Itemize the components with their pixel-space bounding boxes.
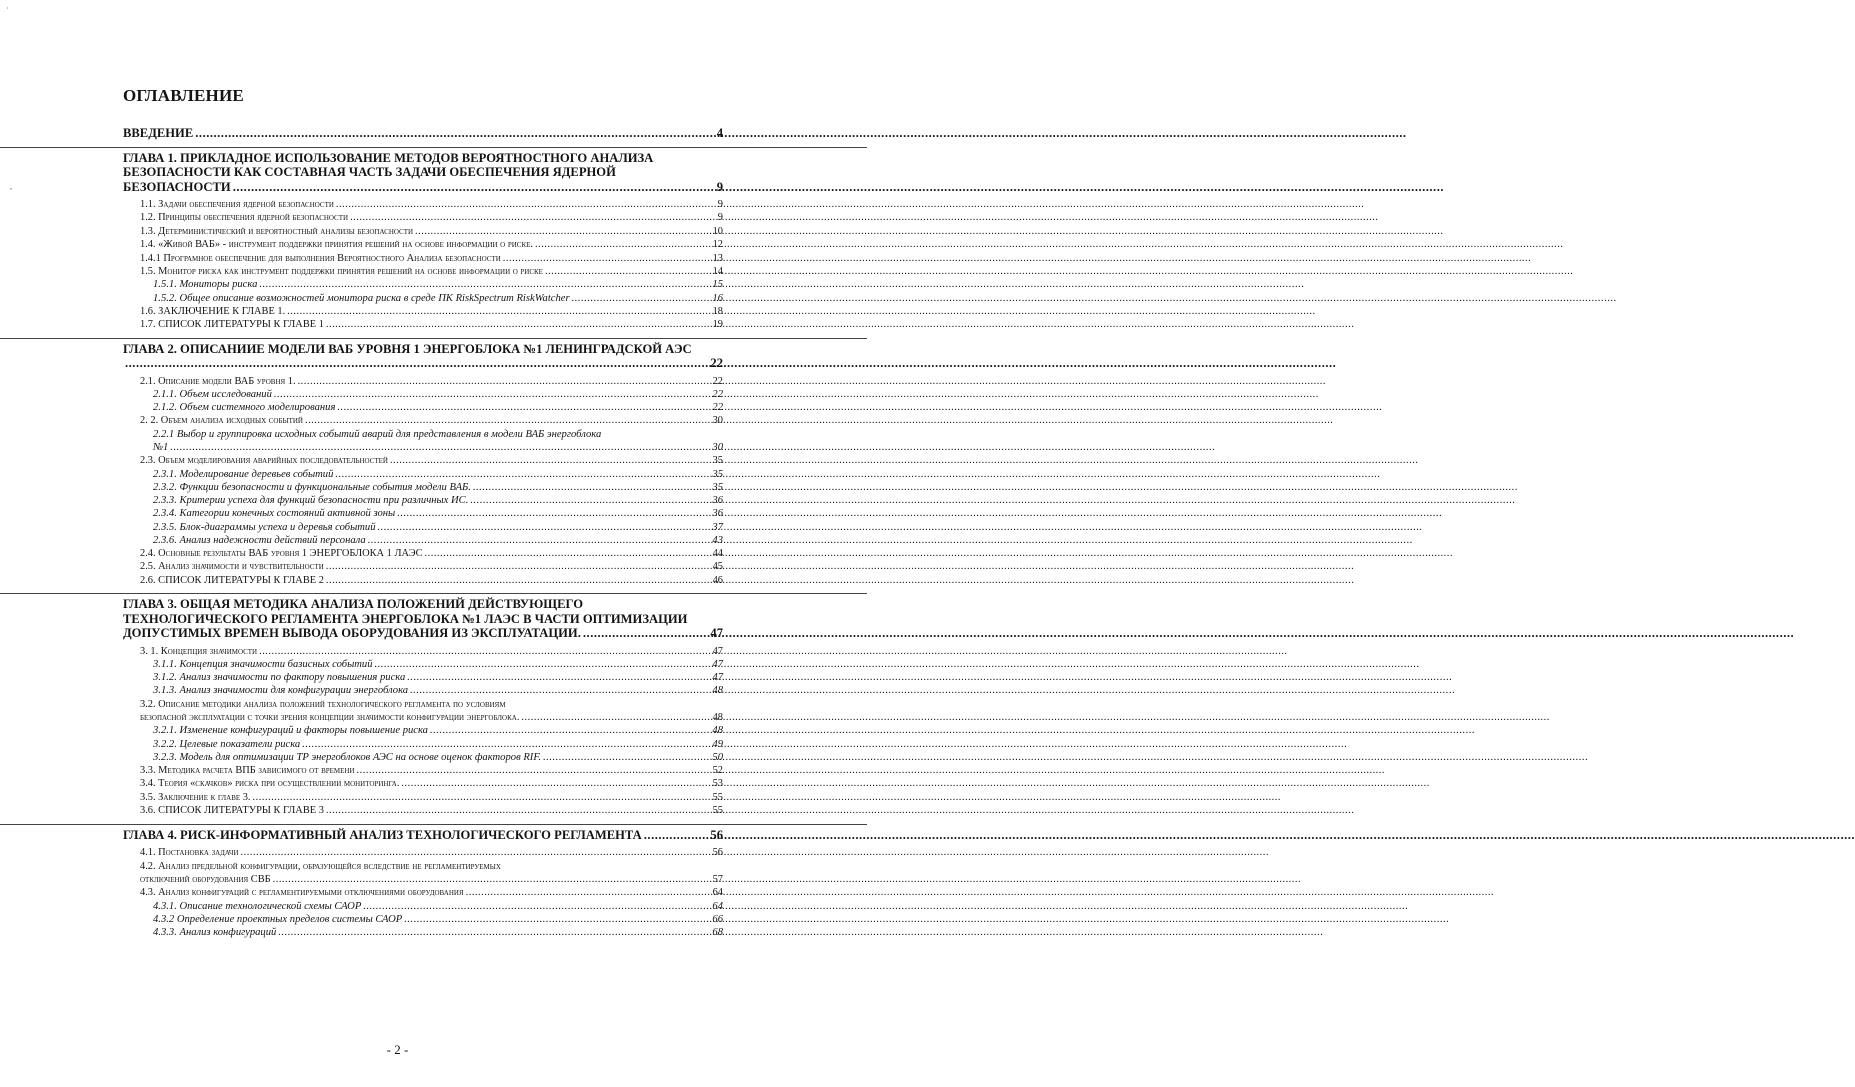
- toc-entry-text: ГЛАВА 2. ОПИСАНИИЕ МОДЕЛИ ВАБ УРОВНЯ 1 ЭНЕРГОБЛОКА №1 ЛЕНИНГРАДСКОЙ АЭС: [123, 341, 692, 356]
- dot-leader: [470, 494, 710, 507]
- toc-subsection-entry[interactable]: [0, 494, 795, 507]
- toc-subsection-entry[interactable]: [0, 401, 795, 414]
- toc-entry-text: 2.2.1 Выбор и группировка исходных событий аварий для представления в модели ВАБ энергоблока: [153, 428, 602, 440]
- toc-entry-text: ТЕХНОЛОГИЧЕСКОГО РЕГЛАМЕНТА ЭНЕРГОБЛОКА №1 ЛАЭС В ЧАСТИ ОПТИМИЗАЦИИ: [123, 611, 688, 626]
- toc-entry-text: 3.2. Описание методики анализа положений технологического регламента по условиям: [140, 698, 506, 710]
- dot-leader: [350, 211, 716, 224]
- dot-leader: [378, 521, 711, 534]
- dot-leader: [335, 468, 710, 481]
- scan-speck: ,: [10, 182, 12, 191]
- scan-speck: ·: [6, 4, 9, 13]
- toc-page-number: 30: [712, 442, 723, 454]
- toc-page-number: 12: [712, 239, 723, 251]
- toc-page-number: 19: [712, 319, 723, 331]
- dot-leader: [466, 886, 711, 899]
- toc-page-number: 35: [712, 455, 723, 467]
- toc-section-entry[interactable]: [0, 804, 795, 817]
- toc-entry-text: 1.5.1. Мониторы риска: [153, 279, 258, 291]
- toc-entry-text: 3.4. Теория «скачков» риска при осуществлении мониторинга.: [140, 778, 400, 790]
- dot-leader: [535, 238, 711, 251]
- toc-page-number: 18: [712, 305, 723, 317]
- toc-section-entry[interactable]: [0, 225, 795, 238]
- toc-entry-text: 3.5. Заключение к главе 3.: [140, 791, 251, 803]
- dot-leader: [430, 724, 710, 737]
- toc-page-number: 16: [712, 292, 723, 304]
- toc-entry-text: 1.1. Задачи обеспечения ядерной безопасности: [140, 199, 334, 210]
- toc-entry-text: ВВЕДЕНИЕ: [123, 126, 194, 140]
- toc-section-entry[interactable]: [0, 886, 795, 899]
- dot-leader: [404, 913, 710, 926]
- dot-leader: [253, 791, 711, 804]
- dot-leader: [278, 926, 710, 939]
- toc-section-entry[interactable]: [0, 846, 795, 859]
- toc-page-number: 47: [712, 672, 723, 684]
- toc-page-number: 57: [712, 874, 723, 885]
- toc-page-number: 47: [712, 659, 723, 671]
- toc-page-number: 56: [710, 827, 723, 842]
- toc-subsection-entry[interactable]: [0, 292, 795, 305]
- toc-entry-text: 2.6. СПИСОК ЛИТЕРАТУРЫ К ГЛАВЕ 2: [140, 574, 324, 586]
- toc-subsection-entry[interactable]: [0, 684, 795, 697]
- toc-entry-text: ДОПУСТИМЫХ ВРЕМЕН ВЫВОДА ОБОРУДОВАНИЯ ИЗ ЭКСПЛУАТАЦИИ.: [123, 626, 581, 641]
- toc-page-number: 10: [712, 225, 723, 237]
- toc-entry-text: №1: [153, 442, 169, 454]
- toc-entry-text: 1.6. ЗАКЛЮЧЕНИЕ К ГЛАВЕ 1.: [140, 305, 286, 317]
- toc-page-number: 48: [712, 685, 723, 697]
- toc-section-entry[interactable]: [0, 791, 795, 804]
- toc-page-number: 55: [712, 805, 723, 817]
- toc-entry-text: 2.1.2. Объем системного моделирования: [153, 402, 336, 414]
- table-of-contents: [0, 126, 795, 939]
- dot-leader: [273, 873, 711, 886]
- toc-page-number: 52: [712, 765, 723, 777]
- toc-page-number: 53: [712, 778, 723, 790]
- dot-leader: [241, 846, 711, 859]
- toc-entry-text: 3.3. Методика расчета ВПБ зависимого от времени: [140, 765, 355, 777]
- dot-leader: [302, 738, 710, 751]
- toc-entry-text: 1.4.1 Програмное обеспечение для выполнения Вероятностного Анализа безопасности: [140, 252, 501, 264]
- toc-chapter-entry[interactable]: [0, 126, 867, 141]
- dot-leader: [401, 777, 710, 790]
- toc-section-entry[interactable]: [0, 698, 795, 725]
- toc-section-entry[interactable]: [0, 265, 795, 278]
- toc-page-number: 44: [712, 547, 723, 559]
- toc-page-number: 36: [712, 508, 723, 520]
- toc-entry-text: ГЛАВА 3. ОБЩАЯ МЕТОДИКА АНАЛИЗА ПОЛОЖЕНИЙ ДЕЙСТВУЮЩЕГО: [123, 597, 584, 612]
- toc-subsection-entry[interactable]: [0, 534, 795, 547]
- toc-page-number: 64: [712, 900, 723, 912]
- toc-entry-text: 2.1.1. Объем исследований: [153, 389, 272, 401]
- dot-leader: [233, 180, 715, 195]
- toc-subsection-entry[interactable]: [0, 278, 795, 291]
- dot-leader: [298, 375, 711, 388]
- toc-page-number: 36: [712, 495, 723, 507]
- toc-page-number: 43: [712, 534, 723, 546]
- dot-leader: [326, 318, 711, 331]
- toc-entry-text: 2.1. Описание модели ВАБ уровня 1.: [140, 375, 296, 387]
- toc-subsection-entry[interactable]: [0, 926, 795, 939]
- toc-section-entry[interactable]: [0, 305, 795, 318]
- dot-leader: [170, 441, 710, 454]
- dot-leader: [274, 388, 711, 401]
- dot-leader: [259, 645, 711, 658]
- toc-entry-text: 2.3.1. Моделирование деревьев событий: [153, 468, 334, 480]
- toc-entry-text: 3.1.1. Концепция значимости базисных событий: [153, 659, 373, 671]
- document-page: [0, 0, 795, 1087]
- toc-page-number: 13: [712, 252, 723, 264]
- toc-page-number: 45: [712, 561, 723, 573]
- toc-section-entry[interactable]: [0, 860, 795, 887]
- toc-entry-text: ГЛАВА 4. РИСК-ИНФОРМАТИВНЫЙ АНАЛИЗ ТЕХНОЛОГИЧЕСКОГО РЕГЛАМЕНТА: [123, 827, 642, 842]
- toc-entry-text: 1.4. «Живой ВАБ» - инструмент поддержки принятия решений на основе информации о риске.: [140, 239, 533, 251]
- toc-page-number: 22: [710, 356, 723, 371]
- toc-page-number: 49: [712, 738, 723, 750]
- toc-page-number: 68: [712, 927, 723, 939]
- dot-leader: [363, 900, 710, 913]
- toc-entry-text: 1.5.2. Общее описание возможностей монитора риска в среде ПК RiskSpectrum RiskWatcher: [153, 292, 570, 304]
- dot-leader: [397, 507, 710, 520]
- toc-subsection-entry[interactable]: [0, 738, 795, 751]
- toc-subsection-entry[interactable]: [0, 724, 795, 737]
- toc-entry-text: отключений оборудования СВБ: [140, 874, 271, 885]
- toc-page-number: 55: [712, 791, 723, 803]
- dot-leader: [337, 401, 710, 414]
- toc-section-entry[interactable]: [0, 764, 795, 777]
- toc-section-entry[interactable]: [0, 318, 795, 331]
- toc-chapter-entry[interactable]: [0, 824, 867, 843]
- dot-leader: [375, 658, 711, 671]
- dot-leader: [368, 534, 711, 547]
- toc-page-number: 15: [712, 279, 723, 291]
- dot-leader: [125, 356, 708, 371]
- dot-leader: [473, 481, 710, 494]
- toc-page-number: 47: [712, 645, 723, 657]
- toc-page-number: 50: [712, 751, 723, 763]
- toc-subsection-entry[interactable]: [0, 521, 795, 534]
- toc-page-number: 22: [712, 375, 723, 387]
- toc-entry-text: 3.2.2. Целевые показатели риска: [153, 738, 301, 750]
- toc-subsection-entry[interactable]: [0, 671, 795, 684]
- toc-entry-text: 2.4. Основные результаты ВАБ уровня 1 ЭНЕРГОБЛОКА 1 ЛАЭС: [140, 547, 423, 559]
- toc-entry-text: 2.3.4. Категории конечных состояний активной зоны: [153, 508, 396, 520]
- dot-leader: [415, 225, 711, 238]
- toc-chapter-entry[interactable]: [0, 147, 867, 195]
- toc-entry-text: 2.5. Анализ значимости и чувствительности: [140, 561, 324, 573]
- dot-leader: [425, 547, 711, 560]
- dot-leader: [583, 626, 709, 641]
- toc-entry-text: ГЛАВА 1. ПРИКЛАДНОЕ ИСПОЛЬЗОВАНИЕ МЕТОДОВ ВЕРОЯТНОСТНОГО АНАЛИЗА: [123, 150, 654, 165]
- page-number: - 2 -: [386, 1042, 409, 1057]
- toc-page-number: 35: [712, 481, 723, 493]
- toc-entry-text: 1.5. Монитор риска как инструмент поддержки принятия решений на основе информации о риске: [140, 266, 543, 278]
- toc-page-number: 37: [712, 521, 723, 533]
- dot-leader: [644, 828, 709, 843]
- dot-leader: [407, 671, 710, 684]
- toc-chapter-entry[interactable]: [0, 593, 867, 641]
- toc-entry-text: 4.3.1. Описание технологической схемы САОР: [153, 900, 362, 912]
- toc-entry-text: 1.7. СПИСОК ЛИТЕРАТУРЫ К ГЛАВЕ 1: [140, 319, 324, 331]
- toc-entry-text: безопасной эксплуатации с точки зрения концепции значимости конфигурации энергоблока.: [140, 712, 520, 724]
- dot-leader: [326, 560, 711, 573]
- toc-subsection-entry[interactable]: [0, 507, 795, 520]
- dot-leader: [336, 198, 716, 211]
- toc-page-number: 9: [717, 212, 723, 224]
- toc-entry-text: 4.3.2 Определение проектных пределов системы САОР: [153, 914, 403, 926]
- toc-page-number: 30: [712, 415, 723, 427]
- dot-leader: [287, 305, 710, 318]
- toc-subsection-entry[interactable]: [0, 388, 795, 401]
- dot-leader: [545, 265, 711, 278]
- dot-leader: [195, 126, 714, 141]
- toc-section-entry[interactable]: [0, 238, 795, 251]
- toc-section-entry[interactable]: [0, 574, 795, 587]
- toc-page-number: 9: [716, 179, 723, 194]
- toc-section-entry[interactable]: [0, 252, 795, 265]
- toc-page-number: 9: [717, 199, 723, 210]
- dot-leader: [305, 414, 711, 427]
- dot-leader: [390, 454, 711, 467]
- toc-page-number: 66: [712, 914, 723, 926]
- toc-entry-text: БЕЗОПАСНОСТИ: [123, 179, 231, 194]
- toc-section-entry[interactable]: [0, 560, 795, 573]
- toc-page-number: 64: [712, 887, 723, 899]
- toc-entry-text: 3. 1. Концепция значимости: [140, 645, 258, 657]
- toc-entry-text: 2.3.2. Функции безопасности и функциональные события модели ВАБ.: [153, 481, 471, 493]
- toc-entry-text: 3.6. СПИСОК ЛИТЕРАТУРЫ К ГЛАВЕ 3: [140, 805, 324, 817]
- toc-subsection-entry[interactable]: [0, 481, 795, 494]
- toc-entry-text: 2.3.6. Анализ надежности действий персонала: [153, 534, 366, 546]
- toc-page-number: 35: [712, 468, 723, 480]
- toc-subsection-entry[interactable]: [0, 913, 795, 926]
- toc-entry-text: 2.3. Объем моделирования аварийных последовательностей: [140, 455, 388, 467]
- toc-section-entry[interactable]: [0, 414, 795, 427]
- toc-entry-text: 1.3. Детерминистический и вероятностный анализы безопасности: [140, 225, 414, 237]
- toc-page-number: 48: [712, 712, 723, 724]
- toc-chapter-entry[interactable]: [0, 338, 867, 371]
- dot-leader: [572, 292, 711, 305]
- toc-entry-text: 4.1. Постановка задачи: [140, 847, 239, 859]
- toc-page-number: 46: [712, 574, 723, 586]
- toc-page-number: 22: [712, 402, 723, 414]
- toc-page-number: 48: [712, 725, 723, 737]
- toc-section-entry[interactable]: [0, 375, 795, 388]
- toc-subsection-entry[interactable]: [0, 900, 795, 913]
- toc-entry-text: 1.2. Принципы обеспечения ядерной безопасности: [140, 212, 349, 224]
- toc-entry-text: 2.3.5. Блок-диаграммы успеха и деревья событий: [153, 521, 376, 533]
- toc-page-number: 22: [712, 389, 723, 401]
- toc-entry-text: 3.1.2. Анализ значимости по фактору повышения риска: [153, 672, 406, 684]
- toc-page-number: 14: [712, 266, 723, 278]
- toc-entry-text: 3.1.3. Анализ значимости для конфигурации энергоблока: [153, 685, 409, 697]
- toc-section-entry[interactable]: [0, 645, 795, 658]
- toc-subsection-entry[interactable]: [0, 428, 795, 454]
- toc-section-entry[interactable]: [0, 198, 795, 211]
- toc-page-number: 4: [716, 126, 723, 140]
- toc-entry-text: 3.2.3. Модель для оптимизации ТР энергоблоков АЭС на основе оценок факторов RIF.: [153, 751, 542, 763]
- toc-entry-text: 4.3. Анализ конфигураций с регламентируемыми отключениями оборудования: [140, 887, 464, 899]
- toc-entry-text: 4.2. Анализ предельной конфигурации, образующейся вследствие не регламентируемых: [140, 860, 501, 872]
- toc-entry-text: 4.3.3. Анализ конфигураций: [153, 927, 277, 939]
- dot-leader: [259, 278, 710, 291]
- toc-section-entry[interactable]: [0, 211, 795, 224]
- toc-page-number: 47: [710, 626, 723, 641]
- toc-subsection-entry[interactable]: [0, 658, 795, 671]
- dot-leader: [521, 711, 710, 724]
- toc-entry-text: 2.3.3. Критерии успеха для функций безопасности при различных ИС.: [153, 495, 469, 507]
- page-title: ОГЛАВЛЕНИЕ: [123, 86, 244, 105]
- dot-leader: [326, 574, 711, 587]
- toc-subsection-entry[interactable]: [0, 468, 795, 481]
- dot-leader: [326, 804, 711, 817]
- toc-subsection-entry[interactable]: [0, 751, 795, 764]
- toc-entry-text: 2. 2. Объем анализа исходных событий: [140, 415, 303, 427]
- dot-leader: [503, 252, 711, 265]
- toc-entry-text: БЕЗОПАСНОСТИ КАК СОСТАВНАЯ ЧАСТЬ ЗАДАЧИ ОБЕСПЕЧЕНИЯ ЯДЕРНОЙ: [123, 165, 616, 179]
- toc-entry-text: 3.2.1. Изменение конфигураций и факторы повышение риска: [153, 725, 428, 737]
- toc-section-entry[interactable]: [0, 547, 795, 560]
- dot-leader: [357, 764, 711, 777]
- toc-section-entry[interactable]: [0, 454, 795, 467]
- toc-page-number: 56: [712, 847, 723, 859]
- toc-section-entry[interactable]: [0, 777, 795, 790]
- dot-leader: [410, 684, 710, 697]
- dot-leader: [543, 751, 710, 764]
